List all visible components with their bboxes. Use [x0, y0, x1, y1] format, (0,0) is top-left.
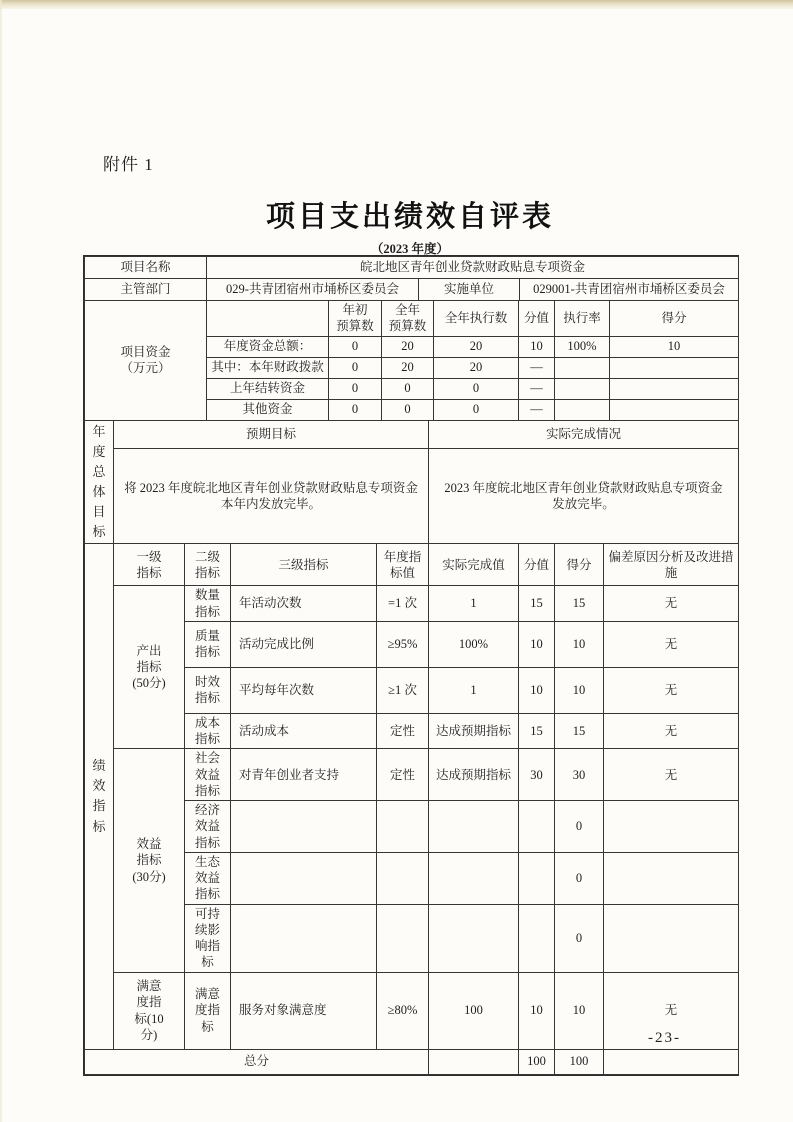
l2-cell: 生态效益指标: [185, 852, 231, 904]
l2-cell: 社会效益指标: [185, 749, 231, 801]
score-cell: 0: [555, 904, 604, 972]
funding-cell: 10: [610, 336, 739, 357]
funding-section-label: [85, 301, 207, 421]
target-cell: [377, 852, 429, 904]
funding-cell: 0: [329, 336, 382, 357]
target-cell: =1 次: [377, 586, 429, 622]
funding-cell: 0: [329, 378, 382, 399]
funding-cell: 0: [382, 399, 434, 420]
score-cell: 15: [555, 586, 604, 622]
l3-cell: 年活动次数: [231, 586, 377, 622]
funding-cell: 20: [382, 357, 434, 378]
points-cell: [519, 904, 555, 972]
expected-goal-text: 将 2023 年度皖北地区青年创业贷款财政贴息专项资金本年内发放完毕。: [114, 449, 429, 544]
actual-cell: 达成预期指标: [429, 713, 519, 749]
scan-edge-left: [0, 0, 3, 1122]
score-cell: 15: [555, 713, 604, 749]
actual-cell: 100: [429, 972, 519, 1049]
group-satisfaction-indicators: 满意度指标(10分): [114, 972, 185, 1049]
target-cell: ≥1 次: [377, 667, 429, 713]
impl-unit-label: 实施单位: [419, 279, 520, 301]
project-name-value: 皖北地区青年创业贷款财政贴息专项资金: [207, 257, 739, 279]
funding-cell: [610, 399, 739, 420]
funding-table: [84, 300, 739, 421]
funding-row-label: 其中：本年财政拨款: [207, 357, 329, 378]
funding-cell: [610, 357, 739, 378]
actual-completion-text: 2023 年度皖北地区青年创业贷款财政贴息专项资金发放完毕。: [429, 449, 739, 544]
points-cell: 10: [519, 667, 555, 713]
funding-row-label: 年度资金总额：: [207, 336, 329, 357]
deviation-cell: 无: [604, 713, 739, 749]
page-number: -23-: [648, 1030, 681, 1046]
points-cell: [519, 801, 555, 853]
points-cell: [519, 852, 555, 904]
l2-cell: 经济效益指标: [185, 801, 231, 853]
deviation-cell: 无: [604, 749, 739, 801]
l3-cell: [231, 904, 377, 972]
funding-header-score: 得分: [610, 301, 739, 337]
indicators-table: [84, 543, 739, 1074]
funding-cell: 20: [434, 336, 519, 357]
l2-cell: 质量指标: [185, 621, 231, 667]
dept-label: 主管部门: [85, 279, 207, 301]
funding-cell: 0: [329, 357, 382, 378]
header-level2: 二级指标: [185, 544, 231, 586]
expected-goal-header: 预期目标: [114, 420, 429, 449]
deviation-cell: 无: [604, 621, 739, 667]
l3-cell: 活动成本: [231, 713, 377, 749]
total-score-label: 总分: [85, 1049, 429, 1074]
l3-cell: 平均每年次数: [231, 667, 377, 713]
funding-header-points: 分值: [519, 301, 555, 337]
funding-header-blank: [207, 301, 329, 337]
score-cell: 0: [555, 852, 604, 904]
funding-cell: 20: [434, 357, 519, 378]
header-score: 得分: [555, 544, 604, 586]
deviation-cell: 无: [604, 586, 739, 622]
funding-header-executed: 全年执行数: [434, 301, 519, 337]
header-level1: 一级指标: [114, 544, 185, 586]
target-cell: ≥95%: [377, 621, 429, 667]
funding-cell: 0: [382, 378, 434, 399]
goals-section-label: 年度总体目标: [85, 420, 114, 544]
score-cell: 10: [555, 972, 604, 1049]
total-points-cell: 100: [519, 1049, 555, 1074]
points-cell: 10: [519, 621, 555, 667]
l2-cell: 数量指标: [185, 586, 231, 622]
funding-header-annual-budget: 全年 预算数: [382, 301, 434, 337]
deviation-cell: [604, 852, 739, 904]
total-score-cell: 100: [555, 1049, 604, 1074]
deviation-cell: 无: [604, 667, 739, 713]
actual-cell: 1: [429, 667, 519, 713]
funding-cell: —: [519, 357, 555, 378]
score-cell: 10: [555, 621, 604, 667]
header-deviation: 偏差原因分析及改进措施: [604, 544, 739, 586]
l2-cell: 可持续影响指标: [185, 904, 231, 972]
form-year: （2023 年度）: [370, 242, 450, 256]
score-cell: 30: [555, 749, 604, 801]
funding-cell: 0: [434, 378, 519, 399]
funding-cell: —: [519, 399, 555, 420]
deviation-cell: [604, 904, 739, 972]
target-cell: [377, 904, 429, 972]
self-evaluation-form: [83, 255, 739, 1076]
actual-cell: 1: [429, 586, 519, 622]
actual-cell: 达成预期指标: [429, 749, 519, 801]
funding-cell: 0: [434, 399, 519, 420]
funding-cell: 20: [382, 336, 434, 357]
target-cell: [377, 801, 429, 853]
header-target: 年度指标值: [377, 544, 429, 586]
dept-value: 029-共青团宿州市埇桥区委员会: [207, 279, 419, 301]
score-cell: 10: [555, 667, 604, 713]
actual-cell: [429, 852, 519, 904]
l3-cell: 服务对象满意度: [231, 972, 377, 1049]
l3-cell: [231, 801, 377, 853]
funding-section-label-line1: 项目资金: [120, 345, 171, 359]
deviation-cell: 无: [604, 972, 739, 1049]
l2-cell: 时效指标: [185, 667, 231, 713]
target-cell: 定性: [377, 713, 429, 749]
l2-cell: 成本指标: [185, 713, 231, 749]
funding-header-initial-budget: 年初 预算数: [329, 301, 382, 337]
group-output-indicators: 产出指标(50分): [114, 586, 185, 749]
funding-cell: 100%: [555, 336, 610, 357]
total-deviation-blank: [604, 1049, 739, 1074]
funding-cell: [555, 399, 610, 420]
points-cell: 15: [519, 586, 555, 622]
actual-completion-header: 实际完成情况: [429, 420, 739, 449]
funding-cell: 0: [329, 399, 382, 420]
funding-header-rate: 执行率: [555, 301, 610, 337]
funding-section-label-line2: （万元）: [120, 361, 171, 376]
l3-cell: [231, 852, 377, 904]
target-cell: ≥80%: [377, 972, 429, 1049]
l3-cell: 对青年创业者支持: [231, 749, 377, 801]
actual-cell: 100%: [429, 621, 519, 667]
header-actual: 实际完成值: [429, 544, 519, 586]
impl-unit-value: 029001-共青团宿州市埇桥区委员会: [520, 279, 739, 301]
points-cell: 30: [519, 749, 555, 801]
deviation-cell: [604, 801, 739, 853]
l2-cell: 满意度指标: [185, 972, 231, 1049]
target-cell: 定性: [377, 749, 429, 801]
goals-table: [84, 420, 739, 545]
project-name-label: 项目名称: [85, 257, 207, 279]
funding-cell: [555, 378, 610, 399]
actual-cell: [429, 904, 519, 972]
points-cell: 15: [519, 713, 555, 749]
funding-cell: 10: [519, 336, 555, 357]
scan-edge-top: [0, 0, 793, 9]
funding-row-label: 其他资金: [207, 399, 329, 420]
points-cell: 10: [519, 972, 555, 1049]
actual-cell: [429, 801, 519, 853]
total-blank-cell: [429, 1049, 519, 1074]
funding-cell: [555, 357, 610, 378]
funding-cell: —: [519, 378, 555, 399]
l3-cell: 活动完成比例: [231, 621, 377, 667]
form-title: 项目支出绩效自评表: [265, 201, 554, 233]
header-level3: 三级指标: [231, 544, 377, 586]
basic-info-table: [84, 256, 739, 301]
header-points: 分值: [519, 544, 555, 586]
group-benefit-indicators: 效益指标(30分): [114, 749, 185, 972]
attachment-label: 附件 1: [103, 155, 154, 174]
funding-row-label: 上年结转资金: [207, 378, 329, 399]
funding-cell: [610, 378, 739, 399]
indicators-section-label: 绩效指标: [85, 544, 114, 1049]
score-cell: 0: [555, 801, 604, 853]
